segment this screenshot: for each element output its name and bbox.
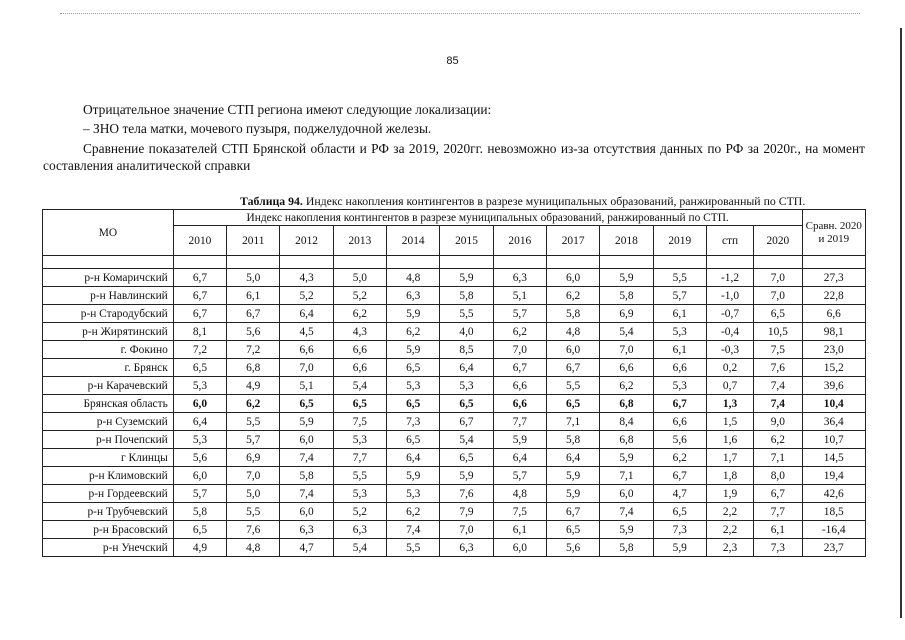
paragraph-localizations: – ЗНО тела матки, мочевого пузыря, поджелудочной железы. [83, 121, 432, 136]
value-cell: 6,8 [227, 359, 280, 377]
table-caption [240, 194, 805, 209]
value-cell: 7,7 [333, 449, 386, 467]
mo-name-cell: р-н Суземский [43, 413, 174, 431]
value-cell: 5,3 [387, 485, 440, 503]
value-cell: 5,3 [173, 431, 226, 449]
value-cell: 5,9 [440, 467, 493, 485]
table-row [43, 305, 866, 323]
value-cell: 7,4 [280, 485, 333, 503]
value-cell: 4,8 [387, 269, 440, 287]
value-cell: 7,4 [754, 395, 802, 413]
value-cell: 5,0 [227, 269, 280, 287]
mo-name-cell: р-н Стародубский [43, 305, 174, 323]
value-cell: 5,2 [333, 287, 386, 305]
value-cell: 8,4 [600, 413, 653, 431]
value-cell: 2,3 [706, 539, 753, 557]
value-cell: 7,1 [546, 413, 599, 431]
value-cell: 5,3 [333, 485, 386, 503]
value-cell: 2,2 [706, 521, 753, 539]
value-cell: 7,0 [754, 287, 802, 305]
table-caption-label: Таблица 94. [240, 194, 303, 208]
value-cell: 5,9 [546, 485, 599, 503]
value-cell: 5,4 [440, 431, 493, 449]
table-row [43, 485, 866, 503]
table-row [43, 359, 866, 377]
value-cell: 7,1 [600, 467, 653, 485]
column-header-2015: 2015 [440, 226, 493, 256]
value-cell: -0,7 [706, 305, 753, 323]
value-cell: 7,4 [387, 521, 440, 539]
value-cell: 8,1 [173, 323, 226, 341]
value-cell: 6,2 [600, 377, 653, 395]
column-header-стп: стп [706, 226, 753, 256]
value-cell: 36,4 [802, 413, 865, 431]
value-cell: 42,6 [802, 485, 865, 503]
value-cell: 6,7 [173, 305, 226, 323]
column-header-2010: 2010 [173, 226, 226, 256]
table-body [43, 256, 866, 557]
value-cell: 14,5 [802, 449, 865, 467]
value-cell: 6,9 [600, 305, 653, 323]
value-cell: 7,3 [754, 539, 802, 557]
mo-column-header: МО [43, 210, 174, 256]
value-cell: 7,0 [440, 521, 493, 539]
value-cell: 7,5 [493, 503, 546, 521]
value-cell: 6,0 [280, 503, 333, 521]
mo-name-cell: р-н Комаричский [43, 269, 174, 287]
value-cell: 6,5 [440, 449, 493, 467]
value-cell: 6,5 [387, 359, 440, 377]
value-cell: 5,7 [493, 305, 546, 323]
value-cell: 27,3 [802, 269, 865, 287]
mo-name-cell: р-н Карачевский [43, 377, 174, 395]
value-cell: 7,5 [333, 413, 386, 431]
value-cell: 6,0 [280, 431, 333, 449]
value-cell: 4,8 [227, 539, 280, 557]
value-cell: 5,3 [333, 431, 386, 449]
value-cell: 6,7 [440, 413, 493, 431]
value-cell: 4,0 [440, 323, 493, 341]
value-cell: 6,7 [653, 395, 706, 413]
value-cell: 7,0 [754, 269, 802, 287]
mo-name-cell: р-н Жирятинский [43, 323, 174, 341]
value-cell: 6,8 [600, 431, 653, 449]
table-row [43, 449, 866, 467]
value-cell: 5,3 [173, 377, 226, 395]
value-cell: 5,9 [653, 539, 706, 557]
value-cell: 1,5 [706, 413, 753, 431]
value-cell: 7,0 [493, 341, 546, 359]
value-cell: 6,1 [227, 287, 280, 305]
value-cell: 1,3 [706, 395, 753, 413]
value-cell: 7,5 [754, 341, 802, 359]
value-cell: 6,5 [546, 521, 599, 539]
value-cell: 6,4 [387, 449, 440, 467]
value-cell: 5,7 [653, 287, 706, 305]
mo-name-cell: р-н Климовский [43, 467, 174, 485]
value-cell: 7,2 [227, 341, 280, 359]
mo-name-cell: г. Брянск [43, 359, 174, 377]
value-cell: 4,9 [173, 539, 226, 557]
value-cell: 4,7 [653, 485, 706, 503]
value-cell: 6,5 [173, 521, 226, 539]
value-cell: 5,9 [387, 467, 440, 485]
value-cell: 5,4 [600, 323, 653, 341]
column-header-2011: 2011 [227, 226, 280, 256]
value-cell: 5,8 [600, 539, 653, 557]
value-cell: 7,0 [280, 359, 333, 377]
value-cell: 6,5 [387, 431, 440, 449]
value-cell: 6,2 [387, 323, 440, 341]
mo-name-cell: р-н Гордеевский [43, 485, 174, 503]
value-cell: 6,7 [173, 287, 226, 305]
column-header-2020: 2020 [754, 226, 802, 256]
value-cell: 7,3 [653, 521, 706, 539]
value-cell: 6,8 [600, 395, 653, 413]
value-cell: 6,9 [227, 449, 280, 467]
value-cell: 6,1 [653, 341, 706, 359]
value-cell: 5,6 [173, 449, 226, 467]
contingent-index-table [42, 209, 866, 557]
value-cell: 0,2 [706, 359, 753, 377]
paragraph-negative-stp: Отрицательное значение СТП региона имеют следующие локализации: [83, 102, 492, 117]
value-cell: 5,7 [493, 467, 546, 485]
value-cell: 4,5 [280, 323, 333, 341]
value-cell: 5,7 [227, 431, 280, 449]
value-cell: 5,4 [333, 377, 386, 395]
value-cell: 7,0 [600, 341, 653, 359]
value-cell: 6,1 [754, 521, 802, 539]
value-cell: 5,3 [653, 323, 706, 341]
mo-name-cell: р-н Навлинский [43, 287, 174, 305]
value-cell: 5,3 [440, 377, 493, 395]
mo-name-cell: г. Фокино [43, 341, 174, 359]
value-cell: 6,5 [546, 395, 599, 413]
value-cell: 5,9 [546, 467, 599, 485]
value-cell: 5,3 [653, 377, 706, 395]
value-cell: 5,9 [387, 305, 440, 323]
value-cell: 4,8 [493, 485, 546, 503]
value-cell: 7,3 [387, 413, 440, 431]
value-cell: 19,4 [802, 467, 865, 485]
value-cell: 0,7 [706, 377, 753, 395]
value-cell: 5,4 [333, 539, 386, 557]
value-cell: 4,9 [227, 377, 280, 395]
mo-name-cell: р-н Унечский [43, 539, 174, 557]
value-cell: 5,3 [387, 377, 440, 395]
index-group-header: Индекс накопления контингентов в разрезе муниципальных образований, ранжированный по СТП. [173, 210, 802, 226]
table-row [43, 395, 866, 413]
column-header-2012: 2012 [280, 226, 333, 256]
value-cell: 6,0 [493, 539, 546, 557]
value-cell: 6,6 [493, 395, 546, 413]
value-cell: 6,3 [387, 287, 440, 305]
table-row [43, 323, 866, 341]
value-cell: 5,5 [227, 413, 280, 431]
value-cell: 5,0 [227, 485, 280, 503]
table-row [43, 521, 866, 539]
value-cell: 18,5 [802, 503, 865, 521]
value-cell: 6,4 [280, 305, 333, 323]
value-cell: 5,8 [173, 503, 226, 521]
value-cell: 8,0 [754, 467, 802, 485]
value-cell: 6,4 [440, 359, 493, 377]
value-cell: 7,0 [227, 467, 280, 485]
table-row [43, 413, 866, 431]
value-cell: -1,0 [706, 287, 753, 305]
value-cell: 6,6 [333, 341, 386, 359]
value-cell: 4,8 [546, 323, 599, 341]
value-cell: 5,6 [546, 539, 599, 557]
column-header-2016: 2016 [493, 226, 546, 256]
value-cell: 7,1 [754, 449, 802, 467]
table-row [43, 539, 866, 557]
value-cell: 10,4 [802, 395, 865, 413]
value-cell: 5,2 [333, 503, 386, 521]
value-cell: 6,6 [802, 305, 865, 323]
value-cell: 1,9 [706, 485, 753, 503]
value-cell: 5,0 [333, 269, 386, 287]
value-cell: 6,6 [600, 359, 653, 377]
value-cell: 7,6 [754, 359, 802, 377]
value-cell: 6,5 [173, 359, 226, 377]
table-row [43, 287, 866, 305]
value-cell: 5,9 [600, 521, 653, 539]
value-cell: 6,7 [173, 269, 226, 287]
value-cell: 6,2 [653, 449, 706, 467]
mo-name-cell: р-н Брасовский [43, 521, 174, 539]
column-header-2013: 2013 [333, 226, 386, 256]
value-cell: 5,9 [600, 269, 653, 287]
value-cell: 6,0 [600, 485, 653, 503]
value-cell: 5,9 [493, 431, 546, 449]
value-cell: 6,5 [333, 395, 386, 413]
value-cell: 6,0 [546, 341, 599, 359]
page-edge-rule [900, 28, 902, 618]
value-cell: 6,5 [280, 395, 333, 413]
value-cell: 7,2 [173, 341, 226, 359]
mo-name-cell: г Клинцы [43, 449, 174, 467]
value-cell: 6,6 [653, 359, 706, 377]
value-cell: 6,3 [333, 521, 386, 539]
value-cell: 5,7 [173, 485, 226, 503]
value-cell: 5,5 [227, 503, 280, 521]
value-cell: 10,5 [754, 323, 802, 341]
table-caption-text: Индекс накопления контингентов в разрезе муниципальных образований, ранжированный по СТП. [302, 194, 806, 208]
value-cell: 5,8 [440, 287, 493, 305]
value-cell: 6,3 [440, 539, 493, 557]
value-cell: 4,7 [280, 539, 333, 557]
value-cell: 22,8 [802, 287, 865, 305]
value-cell: 6,7 [546, 503, 599, 521]
value-cell: 6,1 [493, 521, 546, 539]
value-cell: 7,4 [754, 377, 802, 395]
value-cell: 5,9 [440, 269, 493, 287]
mo-name-cell: р-н Трубчевский [43, 503, 174, 521]
value-cell: 5,5 [387, 539, 440, 557]
mo-name-cell: р-н Почепский [43, 431, 174, 449]
table-row [43, 377, 866, 395]
value-cell: 9,0 [754, 413, 802, 431]
value-cell: 7,9 [440, 503, 493, 521]
value-cell: 6,5 [754, 305, 802, 323]
value-cell: 6,2 [754, 431, 802, 449]
value-cell: 6,7 [754, 485, 802, 503]
value-cell: 6,5 [653, 503, 706, 521]
value-cell: 7,6 [440, 485, 493, 503]
value-cell: 98,1 [802, 323, 865, 341]
value-cell: 6,7 [546, 359, 599, 377]
value-cell: 5,5 [333, 467, 386, 485]
value-cell: 5,9 [280, 413, 333, 431]
value-cell: 5,9 [387, 341, 440, 359]
value-cell: 4,3 [280, 269, 333, 287]
table-row [43, 503, 866, 521]
value-cell: 2,2 [706, 503, 753, 521]
value-cell: 6,0 [173, 467, 226, 485]
value-cell: 6,4 [173, 413, 226, 431]
value-cell: 6,3 [280, 521, 333, 539]
value-cell: 23,7 [802, 539, 865, 557]
page-number: 85 [446, 55, 459, 67]
paragraph-comparison-note: Сравнение показателей СТП Брянской области и РФ за 2019, 2020гг. невозможно из-за отсутствия данных по РФ за 2020г., на момент составления аналитической справки [43, 141, 865, 173]
value-cell: 1,7 [706, 449, 753, 467]
scan-edge-dots [60, 13, 860, 16]
value-cell: 6,5 [440, 395, 493, 413]
value-cell: 6,2 [227, 395, 280, 413]
value-cell: 6,7 [227, 305, 280, 323]
value-cell: 5,8 [280, 467, 333, 485]
column-header-2017: 2017 [546, 226, 599, 256]
value-cell: 6,7 [653, 467, 706, 485]
value-cell: 10,7 [802, 431, 865, 449]
value-cell: 6,5 [387, 395, 440, 413]
value-cell: 6,0 [173, 395, 226, 413]
value-cell: -0,3 [706, 341, 753, 359]
value-cell: 5,1 [280, 377, 333, 395]
value-cell: 6,7 [493, 359, 546, 377]
value-cell: 8,5 [440, 341, 493, 359]
compare-column-header: Сравн. 2020 и 2019 [802, 210, 865, 256]
value-cell: 5,5 [546, 377, 599, 395]
value-cell: 5,6 [227, 323, 280, 341]
value-cell: 7,7 [754, 503, 802, 521]
blank-spacer-row [43, 256, 866, 269]
value-cell: 5,1 [493, 287, 546, 305]
value-cell: 7,4 [600, 503, 653, 521]
value-cell: 5,2 [280, 287, 333, 305]
value-cell: 6,3 [493, 269, 546, 287]
value-cell: 15,2 [802, 359, 865, 377]
value-cell: 6,4 [546, 449, 599, 467]
value-cell: 6,2 [493, 323, 546, 341]
value-cell: 5,9 [600, 449, 653, 467]
value-cell: 7,6 [227, 521, 280, 539]
value-cell: -1,2 [706, 269, 753, 287]
value-cell: 6,6 [333, 359, 386, 377]
table-row [43, 341, 866, 359]
value-cell: 6,6 [493, 377, 546, 395]
value-cell: 5,8 [546, 431, 599, 449]
value-cell: 23,0 [802, 341, 865, 359]
value-cell: 4,3 [333, 323, 386, 341]
table-row [43, 269, 866, 287]
value-cell: 6,2 [333, 305, 386, 323]
value-cell: 6,6 [653, 413, 706, 431]
value-cell: -0,4 [706, 323, 753, 341]
value-cell: 5,8 [600, 287, 653, 305]
value-cell: 39,6 [802, 377, 865, 395]
value-cell: 6,6 [280, 341, 333, 359]
value-cell: 7,7 [493, 413, 546, 431]
column-header-2014: 2014 [387, 226, 440, 256]
value-cell: 6,4 [493, 449, 546, 467]
value-cell: -16,4 [802, 521, 865, 539]
value-cell: 5,6 [653, 431, 706, 449]
value-cell: 5,5 [653, 269, 706, 287]
value-cell: 6,0 [546, 269, 599, 287]
value-cell: 6,2 [546, 287, 599, 305]
value-cell: 6,2 [387, 503, 440, 521]
table-row [43, 467, 866, 485]
column-header-2018: 2018 [600, 226, 653, 256]
value-cell: 5,8 [546, 305, 599, 323]
mo-name-cell: Брянская область [43, 395, 174, 413]
value-cell: 6,1 [653, 305, 706, 323]
table-row [43, 431, 866, 449]
column-header-2019: 2019 [653, 226, 706, 256]
value-cell: 5,5 [440, 305, 493, 323]
value-cell: 7,4 [280, 449, 333, 467]
value-cell: 1,6 [706, 431, 753, 449]
value-cell: 1,8 [706, 467, 753, 485]
